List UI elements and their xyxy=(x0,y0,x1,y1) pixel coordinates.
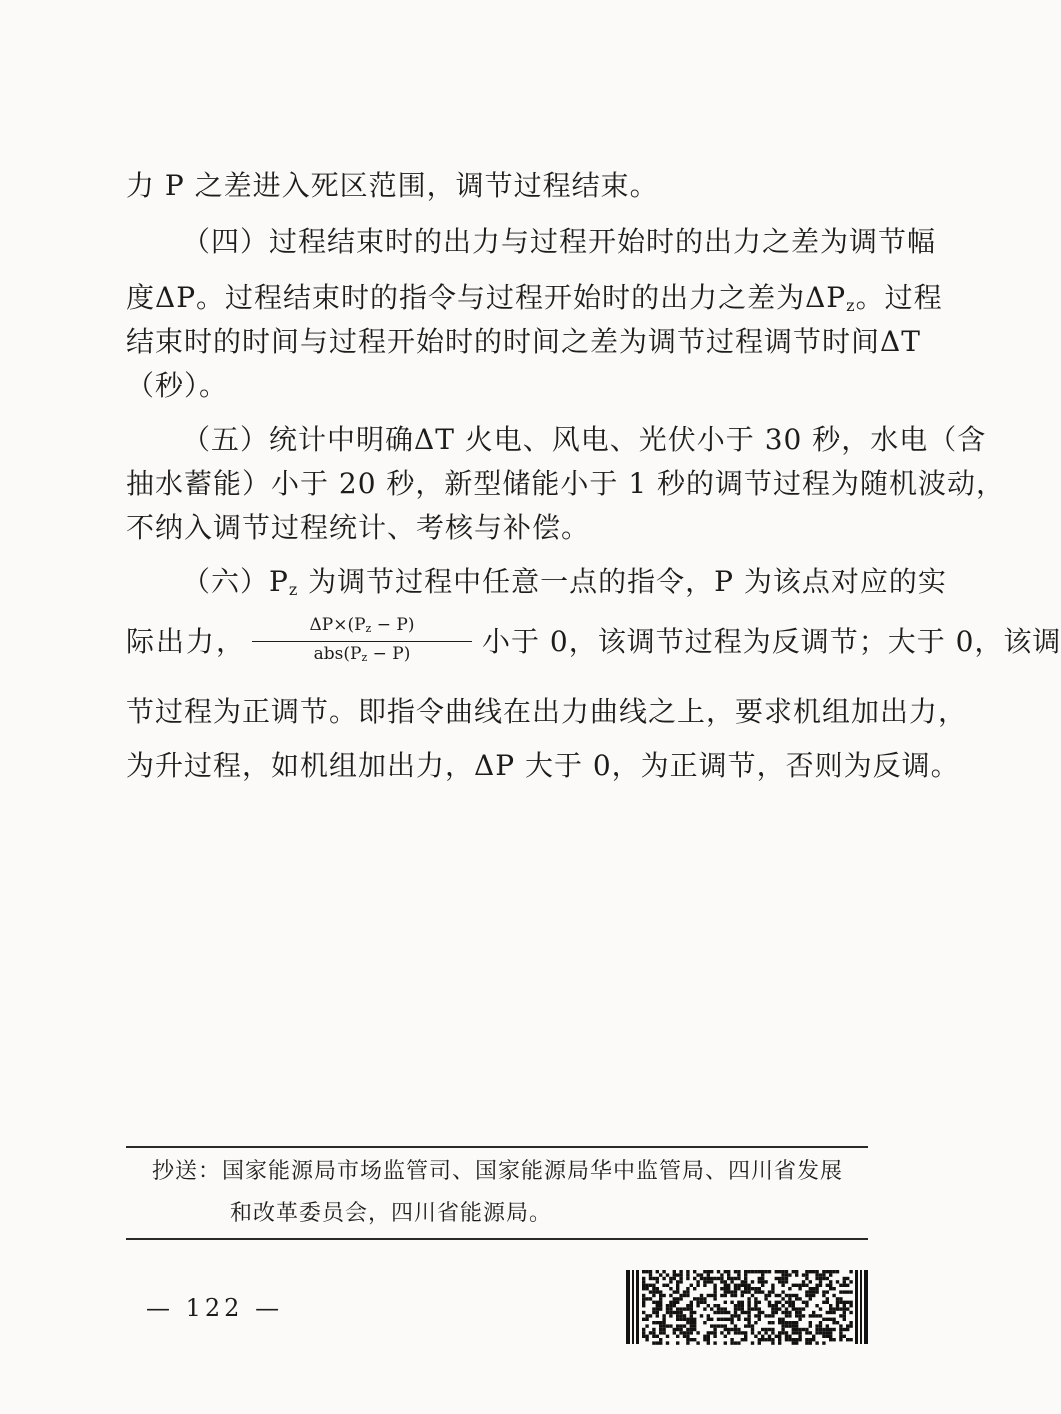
body-line-4: 结束时的时间与过程开始时的时间之差为调节过程调节时间ΔT xyxy=(126,325,921,358)
formula-suffix-text: 小于 0，该调节过程为反调节；大于 0，该调 xyxy=(482,625,1061,658)
formula-prefix-text: 际出力， xyxy=(126,625,247,658)
body-line-9b: 为调节过程中任意一点的指令，P 为该点对应的实 xyxy=(298,565,947,598)
cc-bottom-rule xyxy=(126,1238,868,1240)
body-line-1: 力 P 之差进入死区范围，调节过程结束。 xyxy=(126,169,659,202)
body-line-3b: 。过程 xyxy=(855,281,943,314)
body-line-9 xyxy=(182,562,947,610)
numerator-part-b: − P) xyxy=(371,615,415,635)
body-line-8: 不纳入调节过程统计、考核与补偿。 xyxy=(126,511,591,544)
fraction-numerator xyxy=(246,614,478,640)
fraction-formula xyxy=(246,614,478,669)
cc-line-2: 和改革委员会，四川省能源局。 xyxy=(230,1201,553,1226)
denominator-part-b: − P) xyxy=(367,644,411,664)
denominator-subscript: z xyxy=(361,651,368,664)
2d-barcode-image xyxy=(626,1270,868,1344)
denominator-part-a: abs(P xyxy=(313,644,362,664)
body-line-2: （四）过程结束时的出力与过程开始时的出力之差为调节幅 xyxy=(182,225,937,258)
cc-label: 抄送： xyxy=(152,1159,222,1184)
body-line-6: （五）统计中明确ΔT 火电、风电、光伏小于 30 秒，水电（含 xyxy=(182,423,987,456)
fraction-bar xyxy=(252,641,472,642)
body-line-3a: 度ΔP。过程结束时的指令与过程开始时的出力之差为ΔP xyxy=(126,281,847,314)
numerator-part-a: ΔP×(P xyxy=(309,615,366,635)
body-line-3-subscript: z xyxy=(846,296,856,315)
cc-top-rule xyxy=(126,1146,868,1148)
body-line-3 xyxy=(126,278,943,326)
body-line-5: （秒）。 xyxy=(126,369,229,402)
body-line-7: 抽水蓄能）小于 20 秒，新型储能小于 1 秒的调节过程为随机波动， xyxy=(126,467,1006,500)
body-line-9-subscript: z xyxy=(288,580,299,599)
formula-line xyxy=(126,608,1061,672)
numerator-subscript: z xyxy=(365,622,372,635)
page-number: — 122 — xyxy=(146,1294,284,1322)
cc-line-1: 国家能源局市场监管司、国家能源局华中监管局、四川省发展 xyxy=(222,1159,844,1184)
fraction-denominator xyxy=(246,643,478,669)
body-line-12: 为升过程，如机组加出力，ΔP 大于 0，为正调节，否则为反调。 xyxy=(126,749,960,782)
body-line-11: 节过程为正调节。即指令曲线在出力曲线之上，要求机组加出力， xyxy=(126,695,968,728)
body-line-9a: （六）P xyxy=(182,565,289,598)
